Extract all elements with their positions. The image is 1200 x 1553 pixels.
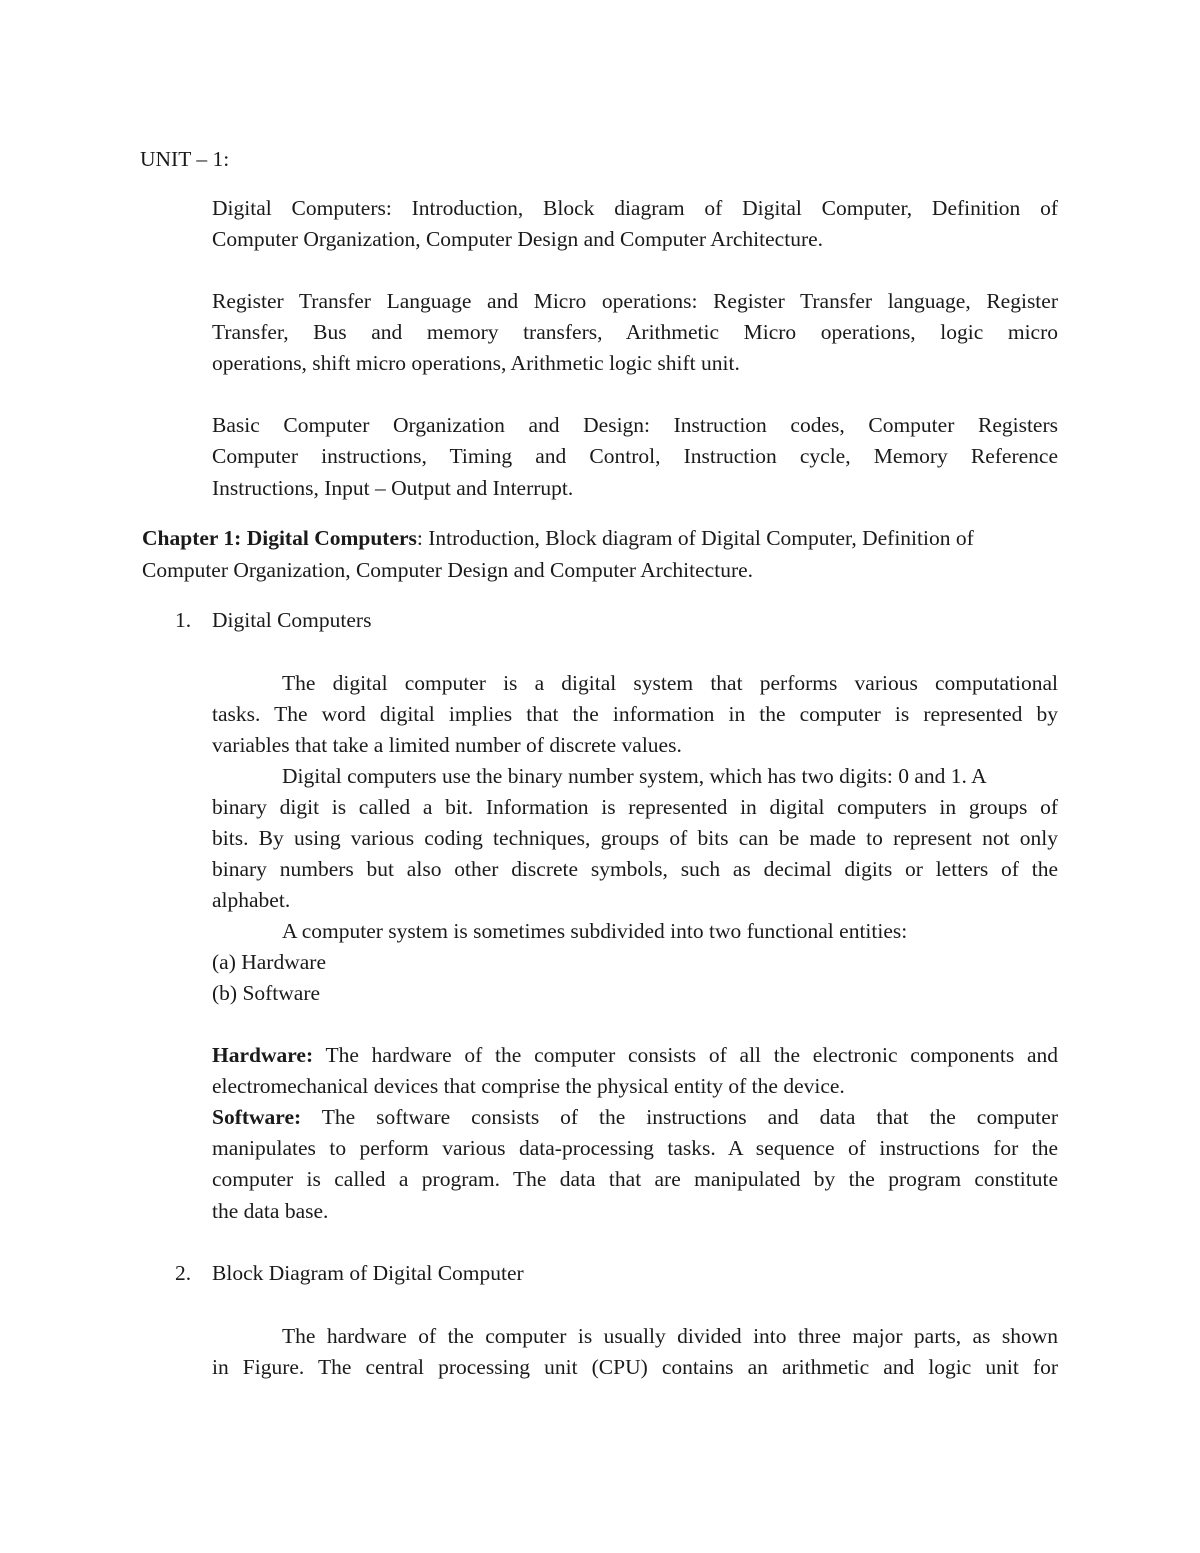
section1-p2-line4: binary numbers but also other discrete symbols, such as decimal digits or letters of the [212,857,1058,881]
chapter-title: Chapter 1: Digital Computers [142,526,417,550]
syllabus-p1-line1: Digital Computers: Introduction, Block diagram of Digital Computer, Definition of [212,196,1058,220]
section1-p1-line3: variables that take a limited number of discrete values. [212,733,682,757]
hardware-label: Hardware: [212,1043,314,1067]
section1-title: Digital Computers [212,608,372,632]
section2-p1-line1: The hardware of the computer is usually divided into three major parts, as shown [282,1324,1058,1348]
section1-p1-line1: The digital computer is a digital system that performs various computational [282,671,1058,695]
section1-p3: A computer system is sometimes subdivided into two functional entities: [282,919,908,943]
software-definition-line2: manipulates to perform various data-processing tasks. A sequence of instructions for the [212,1136,1058,1160]
section1-p2-line1: Digital computers use the binary number system, which has two digits: 0 and 1. A [282,764,987,788]
unit-heading: UNIT – 1: [140,147,230,171]
chapter-topics: : Introduction, Block diagram of Digital Computer, Definition of [416,526,974,550]
chapter-heading [142,525,1058,551]
chapter-heading-line2: Computer Organization, Computer Design and Computer Architecture. [142,558,754,582]
section2-p1-line2: in Figure. The central processing unit (CPU) contains an arithmetic and logic unit for [212,1355,1058,1379]
list-item-software: (b) Software [212,981,321,1005]
hardware-definition-line1 [212,1042,1058,1068]
hardware-definition-line2: electromechanical devices that comprise the physical entity of the device. [212,1074,845,1098]
syllabus-p3-line3: Instructions, Input – Output and Interrupt. [212,476,574,500]
syllabus-p2-line3: operations, shift micro operations, Arithmetic logic shift unit. [212,351,740,375]
syllabus-p1-line2: Computer Organization, Computer Design and Computer Architecture. [212,227,824,251]
software-label: Software: [212,1105,302,1129]
hardware-text: The hardware of the computer consists of all the electronic components and [313,1043,1058,1067]
syllabus-p3-line2: Computer instructions, Timing and Control, Instruction cycle, Memory Reference [212,444,1058,468]
list-item-hardware: (a) Hardware [212,950,326,974]
software-definition-line3: computer is called a program. The data that are manipulated by the program constitute [212,1167,1058,1191]
software-text: The software consists of the instructions and data that the computer [301,1105,1058,1129]
section2-title: Block Diagram of Digital Computer [212,1261,524,1285]
syllabus-p2-line2: Transfer, Bus and memory transfers, Arithmetic Micro operations, logic micro [212,320,1058,344]
syllabus-p3-line1: Basic Computer Organization and Design: Instruction codes, Computer Registers [212,413,1058,437]
section1-number: 1. [175,608,192,632]
section1-p2-line3: bits. By using various coding techniques, groups of bits can be made to represent not only [212,826,1058,850]
section1-p1-line2: tasks. The word digital implies that the information in the computer is represented by [212,702,1058,726]
software-definition-line4: the data base. [212,1199,329,1223]
software-definition-line1 [212,1104,1058,1130]
section1-p2-line2: binary digit is called a bit. Information is represented in digital computers in groups of [212,795,1058,819]
syllabus-p2-line1: Register Transfer Language and Micro operations: Register Transfer language, Register [212,289,1058,313]
section2-number: 2. [175,1261,192,1285]
section1-p2-line5: alphabet. [212,888,291,912]
